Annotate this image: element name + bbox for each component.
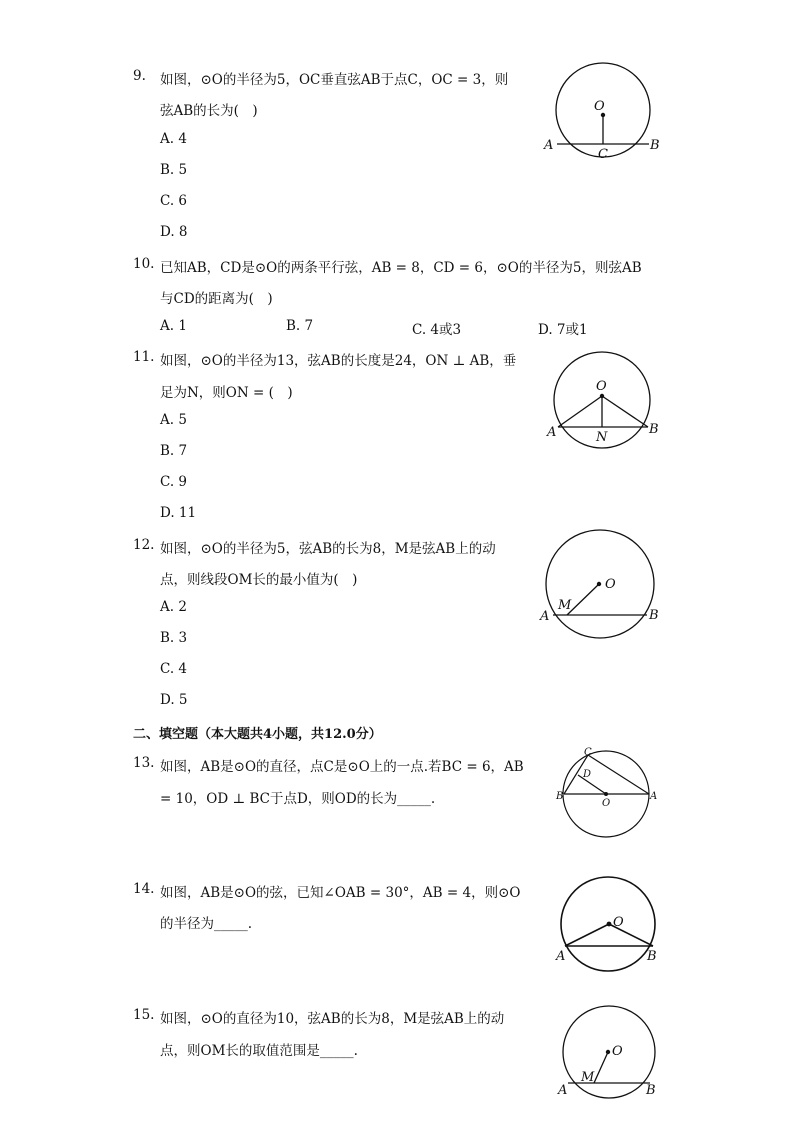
q14-label-a: A xyxy=(556,949,566,964)
q14-stem-line2: 的半径为_____. xyxy=(160,916,253,932)
q9-number: 9. xyxy=(133,68,146,84)
q15-label-o: O xyxy=(612,1044,623,1059)
q11-option-a: A. 5 xyxy=(160,412,187,428)
q11-option-b: B. 7 xyxy=(160,443,188,459)
q15-figure xyxy=(554,1002,664,1102)
q9-label-b: B xyxy=(650,138,660,153)
q11-option-d: D. 11 xyxy=(160,505,197,521)
q13-center-dot xyxy=(604,792,608,796)
q12-stem-line2: 点，则线段OM长的最小值为( ) xyxy=(160,572,358,588)
q11-option-c: C. 9 xyxy=(160,474,188,490)
q14-segment-oa xyxy=(565,924,609,946)
q14-figure xyxy=(552,874,667,974)
q15-segment-om xyxy=(594,1052,608,1083)
q14-label-b: B xyxy=(647,949,657,964)
q11-segment-oa xyxy=(558,396,602,427)
q11-label-o: O xyxy=(596,379,607,394)
q10-stem-line2: 与CD的距离为( ) xyxy=(160,291,273,307)
q12-figure xyxy=(536,528,666,640)
q9-label-a: A xyxy=(544,138,554,153)
q12-label-b: B xyxy=(649,608,659,623)
q9-option-c: C. 6 xyxy=(160,193,188,209)
q10-option-b: B. 7 xyxy=(286,318,314,334)
q12-label-m: M xyxy=(558,598,572,613)
q12-center-dot xyxy=(597,582,601,586)
section-heading-fill-in: 二、填空题（本大题共4小题，共12.0分） xyxy=(133,727,382,742)
q14-number: 14. xyxy=(133,881,155,897)
q14-center-dot xyxy=(607,922,612,927)
q13-figure xyxy=(555,745,665,840)
q15-label-a: A xyxy=(558,1083,568,1098)
q9-option-b: B. 5 xyxy=(160,162,188,178)
q9-figure xyxy=(540,60,670,170)
q10-option-d: D. 7或1 xyxy=(538,322,588,338)
q11-stem-line1: 如图，⊙O的半径为13，弦AB的长度是24，ON ⊥ AB，垂 xyxy=(160,353,517,369)
q15-stem-line2: 点，则OM长的取值范围是_____. xyxy=(160,1043,358,1059)
q14-stem-line1: 如图，AB是⊙O的弦，已知∠OAB = 30°，AB = 4，则⊙O xyxy=(160,885,521,901)
q12-option-c: C. 4 xyxy=(160,661,188,677)
q13-label-o: O xyxy=(602,798,611,809)
q11-stem-line2: 足为N，则ON = ( ) xyxy=(160,385,293,401)
q10-number: 10. xyxy=(133,256,155,272)
q11-segment-ob xyxy=(602,396,648,427)
q12-segment-om xyxy=(567,584,599,615)
q11-figure xyxy=(540,344,670,454)
q14-label-o: O xyxy=(613,915,624,930)
q15-label-b: B xyxy=(646,1083,656,1098)
q9-stem-line2: 弦AB的长为( ) xyxy=(160,103,258,119)
q15-number: 15. xyxy=(133,1007,155,1023)
q15-stem-line1: 如图，⊙O的直径为10，弦AB的长为8，M是弦AB上的动 xyxy=(160,1011,505,1027)
q11-center-dot xyxy=(600,394,604,398)
q10-option-a: A. 1 xyxy=(160,318,187,334)
q13-number: 13. xyxy=(133,755,155,771)
q12-number: 12. xyxy=(133,537,155,553)
q12-stem-line1: 如图，⊙O的半径为5，弦AB的长为8，M是弦AB上的动 xyxy=(160,541,496,557)
q9-option-d: D. 8 xyxy=(160,224,188,240)
q10-stem-line1: 已知AB，CD是⊙O的两条平行弦，AB = 8，CD = 6，⊙O的半径为5，则弦AB xyxy=(160,260,642,276)
q10-option-c: C. 4或3 xyxy=(412,322,462,338)
q13-stem-line2: = 10，OD ⊥ BC于点D，则OD的长为_____. xyxy=(160,791,436,807)
q12-option-d: D. 5 xyxy=(160,692,188,708)
q13-label-b: B xyxy=(556,791,564,802)
q13-label-c: C xyxy=(584,747,592,758)
q9-option-a: A. 4 xyxy=(160,131,187,147)
q9-label-o: O xyxy=(594,99,605,114)
q11-label-b: B xyxy=(649,422,659,437)
q11-number: 11. xyxy=(133,349,155,365)
q11-label-a: A xyxy=(547,425,557,440)
q11-label-n: N xyxy=(596,430,608,445)
q12-label-o: O xyxy=(605,577,616,592)
q13-label-d: D xyxy=(583,769,592,780)
q12-option-b: B. 3 xyxy=(160,630,188,646)
q15-center-dot xyxy=(606,1050,610,1054)
q9-stem-line1: 如图，⊙O的半径为5，OC垂直弦AB于点C，OC = 3，则 xyxy=(160,72,509,88)
q9-label-c: C xyxy=(598,147,608,162)
q15-label-m: M xyxy=(581,1070,595,1085)
q13-label-a: A xyxy=(650,791,658,802)
q12-option-a: A. 2 xyxy=(160,599,187,615)
q12-label-a: A xyxy=(540,609,550,624)
q13-stem-line1: 如图，AB是⊙O的直径，点C是⊙O上的一点.若BC = 6，AB xyxy=(160,759,524,775)
